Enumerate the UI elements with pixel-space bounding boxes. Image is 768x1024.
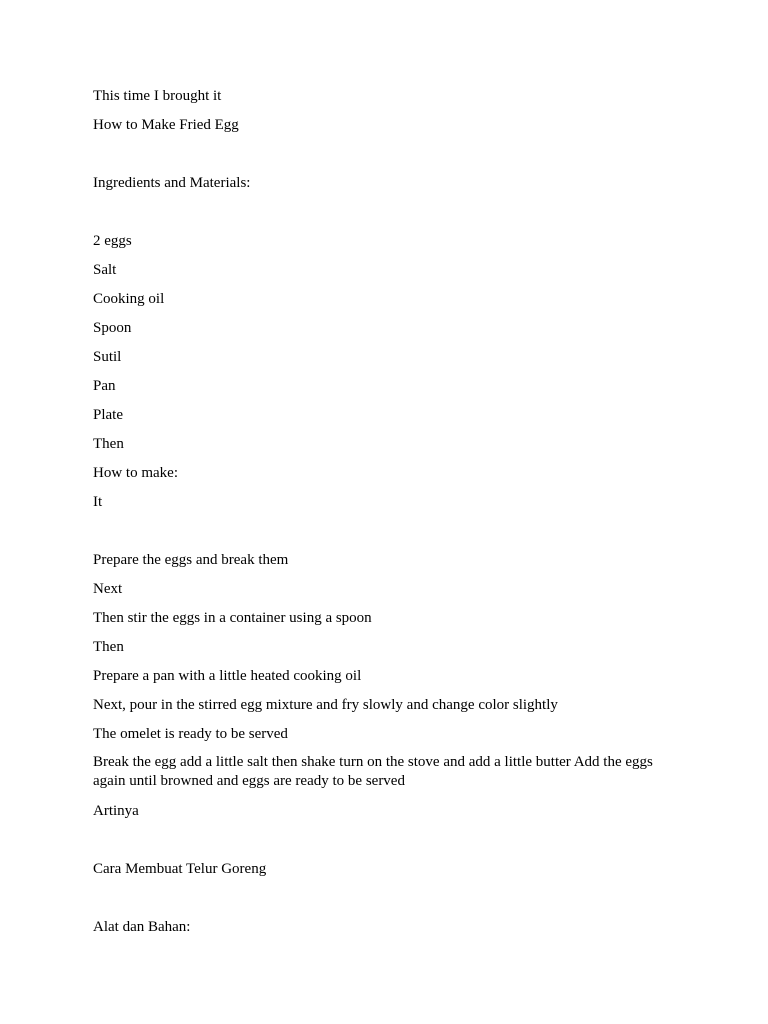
translated-title: Cara Membuat Telur Goreng bbox=[93, 861, 267, 877]
text-line: Artinya bbox=[93, 803, 139, 819]
step-line: Next, pour in the stirred egg mixture and fry slowly and change color slightly bbox=[93, 697, 558, 713]
step-line: Then stir the eggs in a container using a spoon bbox=[93, 610, 372, 626]
step-line: Next bbox=[93, 581, 123, 597]
text-line-intro: This time I brought it bbox=[93, 88, 222, 104]
text-line: It bbox=[93, 494, 103, 510]
blank-line bbox=[93, 202, 678, 231]
step-line: The omelet is ready to be served bbox=[93, 726, 288, 742]
steps-heading: How to make: bbox=[93, 465, 178, 481]
ingredients-heading: Ingredients and Materials: bbox=[93, 175, 251, 191]
ingredient-item: Cooking oil bbox=[93, 291, 165, 307]
blank-line bbox=[93, 521, 678, 550]
ingredient-item: Plate bbox=[93, 407, 123, 423]
ingredient-item: Salt bbox=[93, 262, 117, 278]
recipe-title: How to Make Fried Egg bbox=[93, 117, 239, 133]
ingredient-item: Pan bbox=[93, 378, 116, 394]
step-paragraph: Break the egg add a little salt then shake turn on the stove and add a little butter Add the eggs again until browned and eggs are ready to be served bbox=[93, 754, 653, 789]
text-line: Then bbox=[93, 436, 124, 452]
document-body bbox=[93, 86, 678, 946]
step-line: Prepare a pan with a little heated cooking oil bbox=[93, 668, 362, 684]
ingredient-item: Sutil bbox=[93, 349, 122, 365]
translated-ingredients-heading: Alat dan Bahan: bbox=[93, 919, 191, 935]
step-line: Then bbox=[93, 639, 124, 655]
blank-line bbox=[93, 888, 678, 917]
step-line: Prepare the eggs and break them bbox=[93, 552, 289, 568]
blank-line bbox=[93, 830, 678, 859]
ingredient-item: 2 eggs bbox=[93, 233, 132, 249]
ingredient-item: Spoon bbox=[93, 320, 132, 336]
blank-line bbox=[93, 144, 678, 173]
